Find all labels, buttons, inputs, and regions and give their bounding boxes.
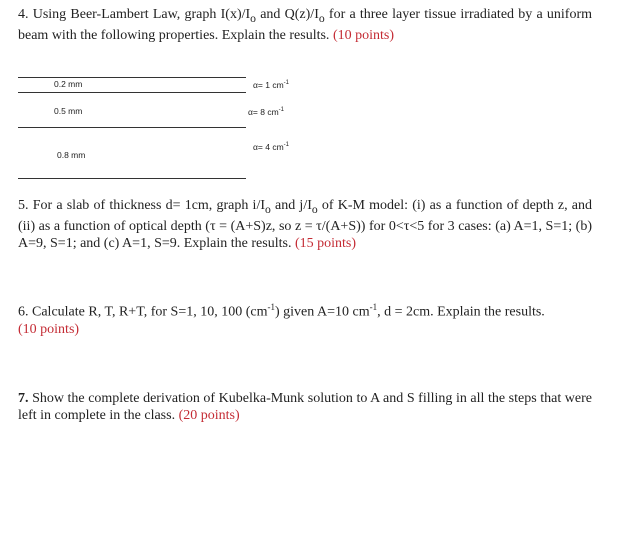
exponent: -1 <box>267 302 275 312</box>
q5-text: and j/I <box>270 198 312 213</box>
q7-number: 7. <box>18 391 29 406</box>
subscript: o <box>250 11 256 25</box>
q4-text: and Q(z)/I <box>256 7 319 22</box>
exponent: -1 <box>278 107 285 114</box>
layer-thickness: 0.2 mm <box>54 79 83 89</box>
alpha-value: α= 8 cm <box>248 107 279 117</box>
q6-text: , d = 2cm. Explain the results. <box>377 304 545 320</box>
q7-text: Show the complete derivation of Kubelka-Munk solution to A and S filling in all the steps that were left in complete in the class. <box>18 391 592 423</box>
question-7 <box>18 390 592 424</box>
exponent: -1 <box>283 80 290 87</box>
q4-points: (10 points) <box>332 27 394 43</box>
layer-alpha <box>253 80 289 90</box>
q7-points: (20 points) <box>178 408 240 423</box>
layer-boundary <box>18 92 246 93</box>
q5-text: 5. For a slab of thickness d= 1cm, graph i/I <box>18 198 266 213</box>
layer-boundary <box>18 127 246 128</box>
exponent: -1 <box>283 142 290 149</box>
layer-boundary <box>18 178 246 179</box>
question-4 <box>18 6 592 44</box>
q4-text: for a three layer tissue irradiated by a uniform beam with the following properties. Explain the results. <box>18 7 593 43</box>
q6-points: (10 points) <box>18 321 80 337</box>
layer-thickness: 0.8 mm <box>57 150 86 160</box>
layer-alpha <box>248 107 284 117</box>
exponent: -1 <box>369 302 378 312</box>
q6-text: ) given A=10 cm <box>274 304 370 320</box>
q6-text: 6. Calculate R, T, R+T, for S=1, 10, 100 (cm <box>18 304 268 320</box>
question-5 <box>18 197 592 252</box>
subscript: o <box>318 11 325 25</box>
q5-text: of K-M model: (i) as a function of depth z, and (ii) as a function of optical depth (τ = (A+S)z, so z = τ/(A+S)) for 0<τ<5 for 3 cases: (a) A=1, S=1; (b) A=9, S=1; and (c) A=1, S=9. Explain the results. <box>18 198 593 251</box>
subscript: o <box>265 202 271 216</box>
layer-alpha <box>253 142 289 152</box>
question-6 <box>18 299 592 338</box>
subscript: o <box>311 202 318 216</box>
q5-points: (15 points) <box>294 235 357 251</box>
layer-boundary <box>18 77 246 78</box>
alpha-value: α= 1 cm <box>253 80 284 90</box>
alpha-value: α= 4 cm <box>253 142 284 152</box>
layer-thickness: 0.5 mm <box>54 106 83 116</box>
q4-text: 4. Using Beer-Lambert Law, graph I(x)/I <box>18 7 251 22</box>
